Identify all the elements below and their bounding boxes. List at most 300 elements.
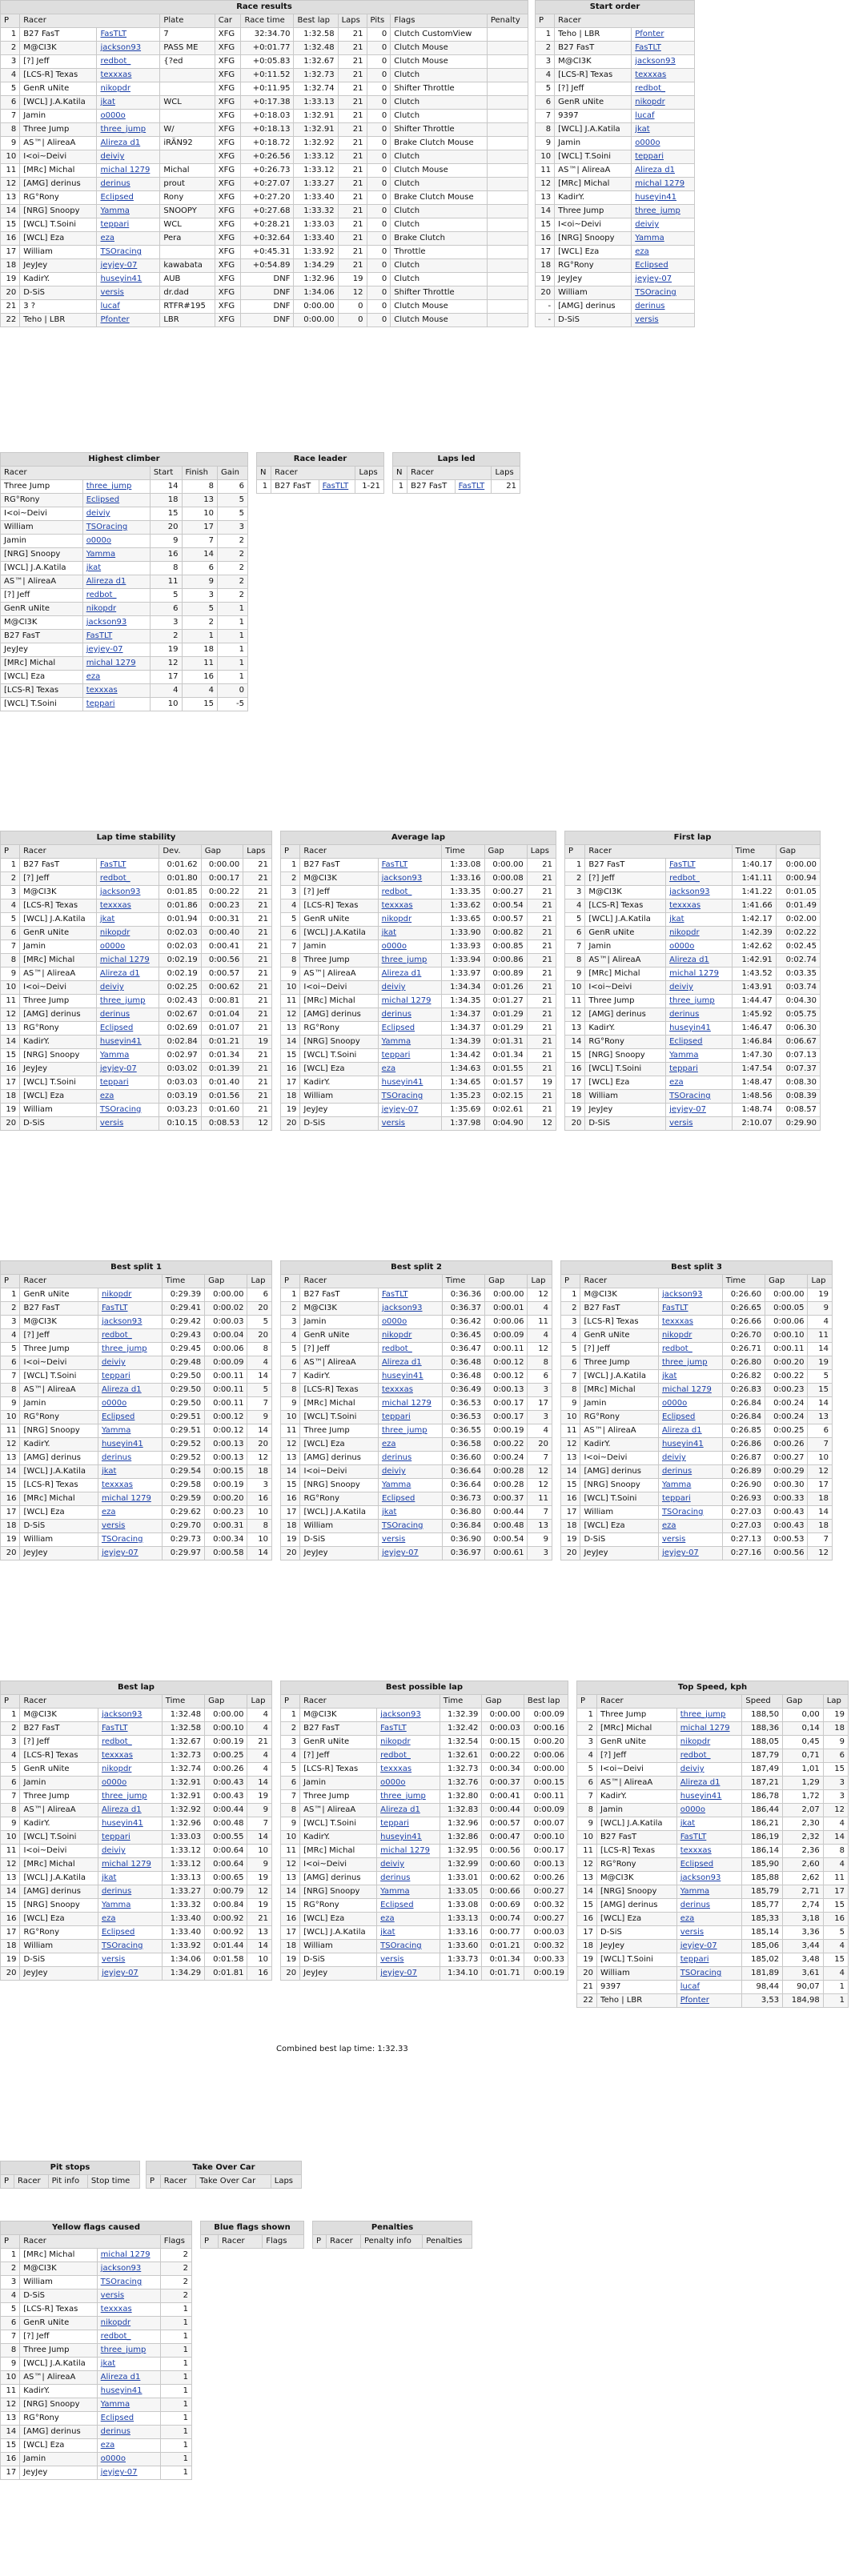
player-link[interactable]: jeyjey-07: [632, 273, 695, 286]
player-link[interactable]: Eclipsed: [378, 1492, 442, 1506]
column-header[interactable]: Gap: [205, 1695, 247, 1709]
player-link[interactable]: o000o: [676, 1804, 742, 1817]
player-link[interactable]: jkat: [97, 96, 160, 110]
column-header[interactable]: Gain: [217, 467, 247, 480]
player-link[interactable]: deiviy: [676, 1763, 742, 1777]
player-link[interactable]: Alireza d1: [97, 137, 160, 150]
player-link[interactable]: eza: [97, 2439, 160, 2453]
player-link[interactable]: jkat: [378, 927, 442, 940]
column-header[interactable]: Racer: [219, 2235, 263, 2249]
player-link[interactable]: Alireza d1: [666, 954, 733, 968]
player-link[interactable]: nikopdr: [378, 913, 442, 927]
player-link[interactable]: FasTLT: [98, 1722, 162, 1736]
player-link[interactable]: jeyjey-07: [82, 643, 150, 657]
player-link[interactable]: jeyjey-07: [97, 259, 160, 273]
column-header[interactable]: Time: [162, 1275, 204, 1288]
player-link[interactable]: Alireza d1: [98, 1804, 162, 1817]
column-header[interactable]: Best lap: [294, 14, 338, 28]
column-header[interactable]: Racer: [20, 1695, 162, 1709]
player-link[interactable]: Alireza d1: [658, 1424, 722, 1438]
player-link[interactable]: jkat: [658, 1370, 722, 1384]
player-link[interactable]: derinus: [97, 2426, 160, 2439]
player-link[interactable]: Yamma: [82, 548, 150, 562]
player-link[interactable]: huseyin41: [98, 1817, 162, 1831]
player-link[interactable]: FasTLT: [96, 859, 159, 872]
player-link[interactable]: TSOracing: [676, 1967, 742, 1981]
player-link[interactable]: jackson93: [97, 2262, 160, 2276]
column-header[interactable]: Gap: [485, 1275, 528, 1288]
column-header[interactable]: Pit info: [48, 2175, 87, 2189]
column-header[interactable]: P: [565, 845, 585, 859]
player-link[interactable]: Yamma: [98, 1424, 162, 1438]
player-link[interactable]: texxxas: [82, 684, 150, 698]
player-link[interactable]: Alireza d1: [632, 164, 695, 178]
column-header[interactable]: Gap: [765, 1275, 808, 1288]
column-header[interactable]: Take Over Car: [196, 2175, 271, 2189]
column-header[interactable]: Penalty: [487, 14, 528, 28]
player-link[interactable]: huseyin41: [377, 1831, 440, 1845]
player-link[interactable]: Eclipsed: [666, 1036, 733, 1049]
column-header[interactable]: Car: [215, 14, 241, 28]
player-link[interactable]: michal 1279: [632, 178, 695, 191]
player-link[interactable]: redbot_: [632, 82, 695, 96]
column-header[interactable]: Lap: [528, 1275, 552, 1288]
column-header[interactable]: N: [257, 467, 271, 480]
player-link[interactable]: huseyin41: [97, 273, 160, 286]
column-header[interactable]: Racer: [14, 2175, 49, 2189]
player-link[interactable]: nikopdr: [97, 82, 160, 96]
player-link[interactable]: texxxas: [97, 69, 160, 82]
column-header[interactable]: Racer: [300, 1695, 440, 1709]
player-link[interactable]: Yamma: [96, 1049, 159, 1063]
column-header[interactable]: Gap: [484, 845, 527, 859]
player-link[interactable]: texxxas: [676, 1845, 742, 1858]
player-link[interactable]: huseyin41: [666, 1022, 733, 1036]
player-link[interactable]: Yamma: [98, 1899, 162, 1913]
column-header[interactable]: Plate: [160, 14, 215, 28]
player-link[interactable]: Eclipsed: [96, 1022, 159, 1036]
player-link[interactable]: derinus: [632, 300, 695, 314]
player-link[interactable]: michal 1279: [97, 164, 160, 178]
column-header[interactable]: P: [1, 2235, 20, 2249]
player-link[interactable]: three_jump: [658, 1356, 722, 1370]
player-link[interactable]: TSOracing: [378, 1520, 442, 1533]
column-header[interactable]: Gap: [783, 1695, 824, 1709]
player-link[interactable]: eza: [658, 1520, 722, 1533]
player-link[interactable]: texxxas: [97, 2303, 160, 2317]
player-link[interactable]: lucaf: [676, 1981, 742, 1994]
player-link[interactable]: eza: [666, 1076, 733, 1090]
player-link[interactable]: Eclipsed: [632, 259, 695, 273]
player-link[interactable]: derinus: [666, 1008, 733, 1022]
player-link[interactable]: versis: [97, 2290, 160, 2303]
player-link[interactable]: jkat: [82, 562, 150, 575]
player-link[interactable]: jkat: [98, 1465, 162, 1479]
player-link[interactable]: FasTLT: [97, 28, 160, 42]
player-link[interactable]: jeyjey-07: [96, 1063, 159, 1076]
player-link[interactable]: nikopdr: [98, 1288, 162, 1302]
column-header[interactable]: Racer: [20, 14, 160, 28]
player-link[interactable]: versis: [666, 1117, 733, 1131]
player-link[interactable]: nikopdr: [632, 96, 695, 110]
player-link[interactable]: jackson93: [378, 1302, 442, 1316]
player-link[interactable]: nikopdr: [377, 1736, 440, 1749]
player-link[interactable]: jeyjey-07: [98, 1967, 162, 1981]
player-link[interactable]: Yamma: [676, 1885, 742, 1899]
column-header[interactable]: Best lap: [524, 1695, 568, 1709]
player-link[interactable]: jeyjey-07: [378, 1104, 442, 1117]
player-link[interactable]: michal 1279: [378, 1397, 442, 1411]
player-link[interactable]: texxxas: [658, 1316, 722, 1329]
player-link[interactable]: teppari: [98, 1831, 162, 1845]
player-link[interactable]: Yamma: [97, 2398, 160, 2412]
player-link[interactable]: jkat: [666, 913, 733, 927]
player-link[interactable]: Yamma: [377, 1885, 440, 1899]
player-link[interactable]: three_jump: [378, 954, 442, 968]
player-link[interactable]: jackson93: [96, 886, 159, 899]
player-link[interactable]: three_jump: [97, 2344, 160, 2358]
player-link[interactable]: deiviy: [82, 507, 150, 521]
column-header[interactable]: Finish: [182, 467, 217, 480]
player-link[interactable]: eza: [97, 232, 160, 246]
player-link[interactable]: jkat: [96, 913, 159, 927]
column-header[interactable]: Flags: [391, 14, 488, 28]
player-link[interactable]: Pfonter: [632, 28, 695, 42]
column-header[interactable]: Lap: [808, 1275, 833, 1288]
player-link[interactable]: nikopdr: [378, 1329, 442, 1343]
player-link[interactable]: jackson93: [666, 886, 733, 899]
player-link[interactable]: Yamma: [97, 205, 160, 218]
column-header[interactable]: Race time: [241, 14, 294, 28]
player-link[interactable]: lucaf: [97, 300, 160, 314]
player-link[interactable]: Pfonter: [676, 1994, 742, 2008]
player-link[interactable]: Eclipsed: [98, 1411, 162, 1424]
player-link[interactable]: teppari: [658, 1492, 722, 1506]
column-header[interactable]: Racer: [327, 2235, 361, 2249]
player-link[interactable]: redbot_: [377, 1749, 440, 1763]
player-link[interactable]: deiviy: [98, 1356, 162, 1370]
player-link[interactable]: three_jump: [98, 1343, 162, 1356]
column-header[interactable]: Time: [442, 1275, 484, 1288]
column-header[interactable]: Racer: [300, 845, 442, 859]
player-link[interactable]: Alireza d1: [377, 1804, 440, 1817]
player-link[interactable]: texxxas: [96, 899, 159, 913]
player-link[interactable]: TSOracing: [632, 286, 695, 300]
player-link[interactable]: Eclipsed: [378, 1022, 442, 1036]
column-header[interactable]: P: [281, 1275, 300, 1288]
player-link[interactable]: Eclipsed: [676, 1858, 742, 1872]
player-link[interactable]: michal 1279: [377, 1845, 440, 1858]
player-link[interactable]: michal 1279: [666, 968, 733, 981]
player-link[interactable]: redbot_: [97, 2330, 160, 2344]
player-link[interactable]: jackson93: [632, 55, 695, 69]
player-link[interactable]: huseyin41: [378, 1370, 442, 1384]
player-link[interactable]: versis: [98, 1953, 162, 1967]
player-link[interactable]: texxxas: [98, 1479, 162, 1492]
column-header[interactable]: Racer: [160, 2175, 196, 2189]
column-header[interactable]: P: [1, 1695, 20, 1709]
player-link[interactable]: o000o: [97, 2453, 160, 2466]
player-link[interactable]: redbot_: [96, 872, 159, 886]
player-link[interactable]: jkat: [98, 1872, 162, 1885]
player-link[interactable]: FasTLT: [319, 480, 355, 494]
column-header[interactable]: Time: [440, 1695, 482, 1709]
player-link[interactable]: michal 1279: [378, 995, 442, 1008]
player-link[interactable]: teppari: [378, 1049, 442, 1063]
player-link[interactable]: michal 1279: [658, 1384, 722, 1397]
player-link[interactable]: jackson93: [82, 616, 150, 630]
player-link[interactable]: eza: [378, 1063, 442, 1076]
player-link[interactable]: eza: [676, 1913, 742, 1926]
player-link[interactable]: eza: [377, 1913, 440, 1926]
player-link[interactable]: versis: [96, 1117, 159, 1131]
player-link[interactable]: Alireza d1: [82, 575, 150, 589]
player-link[interactable]: o000o: [82, 535, 150, 548]
column-header[interactable]: Racer: [20, 845, 159, 859]
column-header[interactable]: Lap: [247, 1275, 272, 1288]
player-link[interactable]: eza: [378, 1438, 442, 1452]
player-link[interactable]: Pfonter: [97, 314, 160, 327]
player-link[interactable]: Alireza d1: [378, 968, 442, 981]
player-link[interactable]: versis: [378, 1533, 442, 1547]
player-link[interactable]: deiviy: [378, 1465, 442, 1479]
player-link[interactable]: jkat: [378, 1506, 442, 1520]
column-header[interactable]: Time: [162, 1695, 204, 1709]
player-link[interactable]: TSOracing: [97, 2276, 160, 2290]
player-link[interactable]: jeyjey-07: [378, 1547, 442, 1560]
player-link[interactable]: redbot_: [98, 1736, 162, 1749]
player-link[interactable]: derinus: [97, 178, 160, 191]
player-link[interactable]: texxxas: [98, 1749, 162, 1763]
player-link[interactable]: o000o: [632, 137, 695, 150]
player-link[interactable]: jeyjey-07: [676, 1940, 742, 1953]
column-header[interactable]: Racer: [585, 845, 732, 859]
player-link[interactable]: TSOracing: [97, 246, 160, 259]
player-link[interactable]: o000o: [96, 940, 159, 954]
player-link[interactable]: lucaf: [632, 110, 695, 123]
player-link[interactable]: michal 1279: [98, 1492, 162, 1506]
player-link[interactable]: texxxas: [632, 69, 695, 82]
column-header[interactable]: Laps: [492, 467, 520, 480]
player-link[interactable]: huseyin41: [658, 1438, 722, 1452]
player-link[interactable]: redbot_: [666, 872, 733, 886]
column-header[interactable]: Penalty info: [360, 2235, 422, 2249]
player-link[interactable]: Eclipsed: [82, 494, 150, 507]
player-link[interactable]: huseyin41: [98, 1438, 162, 1452]
player-link[interactable]: jkat: [632, 123, 695, 137]
player-link[interactable]: FasTLT: [378, 1288, 442, 1302]
player-link[interactable]: jackson93: [98, 1709, 162, 1722]
player-link[interactable]: TSOracing: [96, 1104, 159, 1117]
player-link[interactable]: nikopdr: [676, 1736, 742, 1749]
column-header[interactable]: Flags: [263, 2235, 304, 2249]
player-link[interactable]: deiviy: [98, 1845, 162, 1858]
player-link[interactable]: o000o: [97, 110, 160, 123]
column-header[interactable]: P: [561, 1275, 580, 1288]
player-link[interactable]: teppari: [666, 1063, 733, 1076]
player-link[interactable]: jkat: [97, 2358, 160, 2371]
player-link[interactable]: o000o: [377, 1777, 440, 1790]
player-link[interactable]: michal 1279: [96, 954, 159, 968]
player-link[interactable]: nikopdr: [97, 2317, 160, 2330]
column-header[interactable]: Racer: [407, 467, 492, 480]
player-link[interactable]: o000o: [658, 1397, 722, 1411]
player-link[interactable]: Alireza d1: [96, 968, 159, 981]
column-header[interactable]: Start: [150, 467, 182, 480]
player-link[interactable]: michal 1279: [97, 2249, 160, 2262]
column-header[interactable]: Lap: [247, 1695, 272, 1709]
player-link[interactable]: eza: [82, 671, 150, 684]
player-link[interactable]: jeyjey-07: [666, 1104, 733, 1117]
player-link[interactable]: texxxas: [378, 1384, 442, 1397]
player-link[interactable]: redbot_: [98, 1329, 162, 1343]
player-link[interactable]: jkat: [676, 1817, 742, 1831]
player-link[interactable]: versis: [98, 1520, 162, 1533]
player-link[interactable]: o000o: [98, 1397, 162, 1411]
player-link[interactable]: jackson93: [658, 1288, 722, 1302]
player-link[interactable]: jeyjey-07: [98, 1547, 162, 1560]
player-link[interactable]: o000o: [98, 1777, 162, 1790]
player-link[interactable]: Yamma: [378, 1479, 442, 1492]
column-header[interactable]: Gap: [776, 845, 820, 859]
player-link[interactable]: eza: [98, 1506, 162, 1520]
player-link[interactable]: huseyin41: [676, 1790, 742, 1804]
player-link[interactable]: Eclipsed: [377, 1899, 440, 1913]
player-link[interactable]: jeyjey-07: [377, 1967, 440, 1981]
player-link[interactable]: o000o: [378, 1316, 442, 1329]
player-link[interactable]: jackson93: [378, 872, 442, 886]
player-link[interactable]: derinus: [98, 1885, 162, 1899]
player-link[interactable]: nikopdr: [82, 603, 150, 616]
player-link[interactable]: versis: [632, 314, 695, 327]
player-link[interactable]: redbot_: [82, 589, 150, 603]
player-link[interactable]: Alireza d1: [97, 2371, 160, 2385]
player-link[interactable]: huseyin41: [97, 2385, 160, 2398]
player-link[interactable]: redbot_: [676, 1749, 742, 1763]
player-link[interactable]: Eclipsed: [98, 1926, 162, 1940]
player-link[interactable]: michal 1279: [82, 657, 150, 671]
column-header[interactable]: P: [313, 2235, 327, 2249]
player-link[interactable]: teppari: [676, 1953, 742, 1967]
player-link[interactable]: TSOracing: [666, 1090, 733, 1104]
column-header[interactable]: Speed: [742, 1695, 783, 1709]
column-header[interactable]: P: [147, 2175, 161, 2189]
player-link[interactable]: huseyin41: [632, 191, 695, 205]
player-link[interactable]: redbot_: [658, 1343, 722, 1356]
player-link[interactable]: nikopdr: [666, 927, 733, 940]
column-header[interactable]: P: [1, 845, 20, 859]
player-link[interactable]: deiviy: [632, 218, 695, 232]
column-header[interactable]: Racer: [555, 14, 695, 28]
player-link[interactable]: teppari: [377, 1817, 440, 1831]
player-link[interactable]: Yamma: [378, 1036, 442, 1049]
column-header[interactable]: Racer: [300, 1275, 442, 1288]
player-link[interactable]: jackson93: [97, 42, 160, 55]
column-header[interactable]: Gap: [205, 1275, 247, 1288]
player-link[interactable]: TSOracing: [98, 1533, 162, 1547]
player-link[interactable]: teppari: [632, 150, 695, 164]
player-link[interactable]: teppari: [96, 1076, 159, 1090]
player-link[interactable]: FasTLT: [455, 480, 492, 494]
player-link[interactable]: jackson93: [377, 1709, 440, 1722]
player-link[interactable]: FasTLT: [676, 1831, 742, 1845]
column-header[interactable]: Gap: [482, 1695, 524, 1709]
player-link[interactable]: teppari: [82, 698, 150, 711]
column-header[interactable]: P: [1, 14, 20, 28]
column-header[interactable]: Laps: [338, 14, 367, 28]
player-link[interactable]: FasTLT: [98, 1302, 162, 1316]
player-link[interactable]: FasTLT: [632, 42, 695, 55]
player-link[interactable]: Alireza d1: [378, 1356, 442, 1370]
column-header[interactable]: Flags: [160, 2235, 191, 2249]
column-header[interactable]: Laps: [527, 845, 556, 859]
player-link[interactable]: TSOracing: [82, 521, 150, 535]
column-header[interactable]: P: [536, 14, 555, 28]
column-header[interactable]: P: [577, 1695, 597, 1709]
column-header[interactable]: Laps: [271, 2175, 301, 2189]
player-link[interactable]: derinus: [96, 1008, 159, 1022]
player-link[interactable]: deiviy: [658, 1452, 722, 1465]
player-link[interactable]: huseyin41: [378, 1076, 442, 1090]
column-header[interactable]: N: [393, 467, 407, 480]
player-link[interactable]: TSOracing: [377, 1940, 440, 1953]
player-link[interactable]: Yamma: [632, 232, 695, 246]
player-link[interactable]: jackson93: [676, 1872, 742, 1885]
column-header[interactable]: P: [201, 2235, 219, 2249]
player-link[interactable]: three_jump: [377, 1790, 440, 1804]
column-header[interactable]: Dev.: [159, 845, 201, 859]
column-header[interactable]: Stop time: [87, 2175, 139, 2189]
column-header[interactable]: P: [1, 1275, 20, 1288]
player-link[interactable]: three_jump: [96, 995, 159, 1008]
player-link[interactable]: three_jump: [676, 1709, 742, 1722]
player-link[interactable]: FasTLT: [666, 859, 733, 872]
column-header[interactable]: Racer: [271, 467, 355, 480]
player-link[interactable]: deiviy: [378, 981, 442, 995]
player-link[interactable]: o000o: [666, 940, 733, 954]
player-link[interactable]: Eclipsed: [97, 2412, 160, 2426]
player-link[interactable]: derinus: [377, 1872, 440, 1885]
player-link[interactable]: TSOracing: [378, 1090, 442, 1104]
player-link[interactable]: jackson93: [98, 1316, 162, 1329]
column-header[interactable]: Laps: [355, 467, 384, 480]
player-link[interactable]: texxxas: [378, 899, 442, 913]
column-header[interactable]: P: [1, 2175, 14, 2189]
player-link[interactable]: FasTLT: [82, 630, 150, 643]
player-link[interactable]: derinus: [98, 1452, 162, 1465]
player-link[interactable]: nikopdr: [658, 1329, 722, 1343]
player-link[interactable]: jkat: [377, 1926, 440, 1940]
column-header[interactable]: Penalties: [423, 2235, 472, 2249]
player-link[interactable]: versis: [676, 1926, 742, 1940]
player-link[interactable]: Alireza d1: [98, 1384, 162, 1397]
player-link[interactable]: texxxas: [666, 899, 733, 913]
player-link[interactable]: nikopdr: [98, 1763, 162, 1777]
player-link[interactable]: derinus: [378, 1452, 442, 1465]
player-link[interactable]: three_jump: [378, 1424, 442, 1438]
player-link[interactable]: versis: [377, 1953, 440, 1967]
column-header[interactable]: Lap: [823, 1695, 848, 1709]
player-link[interactable]: redbot_: [97, 55, 160, 69]
player-link[interactable]: deiviy: [97, 150, 160, 164]
column-header[interactable]: Racer: [597, 1695, 742, 1709]
player-link[interactable]: TSOracing: [658, 1506, 722, 1520]
player-link[interactable]: TSOracing: [98, 1940, 162, 1953]
player-link[interactable]: deiviy: [377, 1858, 440, 1872]
player-link[interactable]: teppari: [97, 218, 160, 232]
column-header[interactable]: Laps: [243, 845, 272, 859]
player-link[interactable]: versis: [378, 1117, 442, 1131]
